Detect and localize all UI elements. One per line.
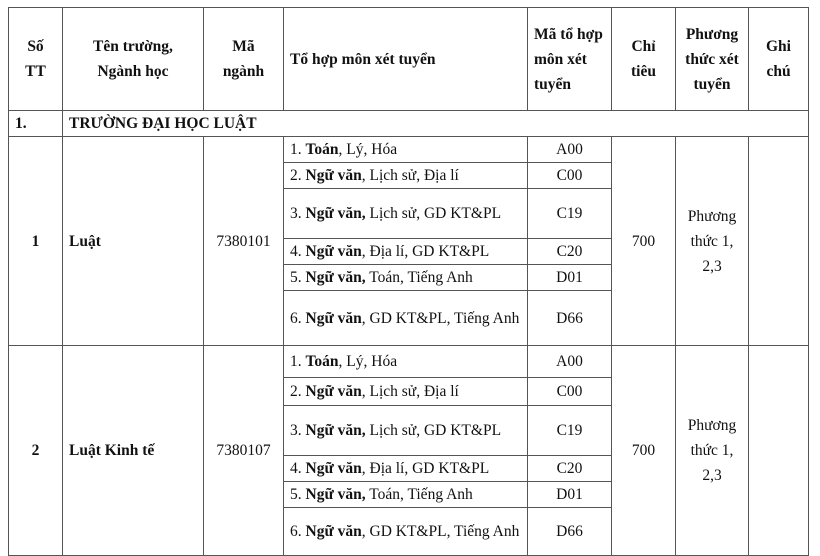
header-combo: Tổ hợp môn xét tuyển bbox=[284, 8, 528, 111]
header-stt: Số TT bbox=[9, 8, 63, 111]
admissions-table bbox=[8, 7, 809, 556]
program-stt: 1 bbox=[9, 137, 63, 346]
combo-prefix: 5. bbox=[290, 269, 306, 286]
combo-subjects bbox=[284, 482, 528, 508]
header-quota: Chỉ tiêu bbox=[612, 8, 676, 111]
combo-main-subject: Ngữ văn bbox=[305, 383, 362, 400]
combo-code: D01 bbox=[528, 265, 612, 291]
program-name: Luật Kinh tế bbox=[63, 346, 204, 556]
combo-prefix: 1. bbox=[290, 141, 306, 158]
combo-code: C19 bbox=[528, 189, 612, 239]
program-note bbox=[749, 346, 809, 556]
program-quota: 700 bbox=[612, 137, 676, 346]
program-code: 7380107 bbox=[204, 346, 284, 556]
program-method: Phương thức 1, 2,3 bbox=[676, 346, 749, 556]
combo-other-subjects: , Lý, Hóa bbox=[338, 353, 398, 370]
combo-other-subjects: Lịch sử, GD KT&PL bbox=[365, 422, 502, 439]
combo-other-subjects: , Lịch sử, Địa lí bbox=[361, 383, 459, 400]
combo-code: C00 bbox=[528, 163, 612, 189]
combo-main-subject: Ngữ văn, bbox=[305, 422, 366, 439]
combo-prefix: 4. bbox=[290, 243, 306, 260]
combo-prefix: 5. bbox=[290, 486, 306, 503]
header-method: Phương thức xét tuyển bbox=[676, 8, 749, 111]
combo-prefix: 1. bbox=[290, 353, 306, 370]
combo-row bbox=[9, 346, 809, 378]
combo-prefix: 3. bbox=[290, 422, 306, 439]
combo-code: C00 bbox=[528, 378, 612, 406]
combo-other-subjects: Toán, Tiếng Anh bbox=[365, 486, 473, 503]
combo-main-subject: Ngữ văn bbox=[305, 523, 362, 540]
combo-main-subject: Toán bbox=[305, 141, 339, 158]
combo-code: A00 bbox=[528, 137, 612, 163]
combo-prefix: 6. bbox=[290, 523, 306, 540]
program-name: Luật bbox=[63, 137, 204, 346]
program-code: 7380101 bbox=[204, 137, 284, 346]
combo-prefix: 4. bbox=[290, 460, 306, 477]
combo-main-subject: Ngữ văn, bbox=[305, 269, 366, 286]
combo-code: D66 bbox=[528, 291, 612, 346]
combo-other-subjects: , Lý, Hóa bbox=[338, 141, 398, 158]
combo-subjects bbox=[284, 291, 528, 346]
program-method: Phương thức 1, 2,3 bbox=[676, 137, 749, 346]
combo-prefix: 6. bbox=[290, 309, 306, 327]
combo-main-subject: Ngữ văn bbox=[305, 243, 362, 260]
combo-code: A00 bbox=[528, 346, 612, 378]
section-row bbox=[9, 111, 809, 137]
combo-prefix: 2. bbox=[290, 383, 306, 400]
program-note bbox=[749, 137, 809, 346]
combo-main-subject: Ngữ văn bbox=[305, 167, 362, 184]
header-combo-code: Mã tổ hợp môn xét tuyển bbox=[528, 8, 612, 111]
combo-code: C20 bbox=[528, 239, 612, 265]
header-name: Tên trường, Ngành học bbox=[63, 8, 204, 111]
program-quota: 700 bbox=[612, 346, 676, 556]
combo-other-subjects: , Lịch sử, Địa lí bbox=[361, 167, 459, 184]
combo-other-subjects: Toán, Tiếng Anh bbox=[365, 269, 473, 286]
combo-subjects bbox=[284, 346, 528, 378]
combo-other-subjects: , GD KT&PL, Tiếng Anh bbox=[361, 309, 520, 327]
combo-code: D01 bbox=[528, 482, 612, 508]
combo-code: D66 bbox=[528, 508, 612, 556]
combo-subjects bbox=[284, 456, 528, 482]
combo-other-subjects: , Địa lí, GD KT&PL bbox=[361, 243, 490, 260]
combo-subjects bbox=[284, 163, 528, 189]
combo-main-subject: Ngữ văn bbox=[305, 309, 362, 327]
combo-main-subject: Ngữ văn, bbox=[305, 205, 366, 222]
combo-row bbox=[9, 137, 809, 163]
combo-prefix: 3. bbox=[290, 205, 306, 222]
header-row bbox=[9, 8, 809, 111]
combo-main-subject: Ngữ văn bbox=[305, 460, 362, 477]
combo-subjects bbox=[284, 239, 528, 265]
header-code: Mã ngành bbox=[204, 8, 284, 111]
combo-main-subject: Ngữ văn, bbox=[305, 486, 366, 503]
combo-other-subjects: , GD KT&PL, Tiếng Anh bbox=[361, 523, 520, 540]
combo-subjects bbox=[284, 378, 528, 406]
combo-subjects bbox=[284, 508, 528, 556]
section-title: TRƯỜNG ĐẠI HỌC LUẬT bbox=[63, 111, 809, 137]
combo-subjects bbox=[284, 265, 528, 291]
combo-main-subject: Toán bbox=[305, 353, 339, 370]
combo-code: C19 bbox=[528, 406, 612, 456]
combo-code: C20 bbox=[528, 456, 612, 482]
combo-other-subjects: , Địa lí, GD KT&PL bbox=[361, 460, 490, 477]
program-stt: 2 bbox=[9, 346, 63, 556]
combo-other-subjects: Lịch sử, GD KT&PL bbox=[365, 205, 502, 222]
combo-subjects bbox=[284, 137, 528, 163]
section-number: 1. bbox=[9, 111, 63, 137]
header-note: Ghi chú bbox=[749, 8, 809, 111]
combo-prefix: 2. bbox=[290, 167, 306, 184]
combo-subjects bbox=[284, 189, 528, 239]
combo-subjects bbox=[284, 406, 528, 456]
